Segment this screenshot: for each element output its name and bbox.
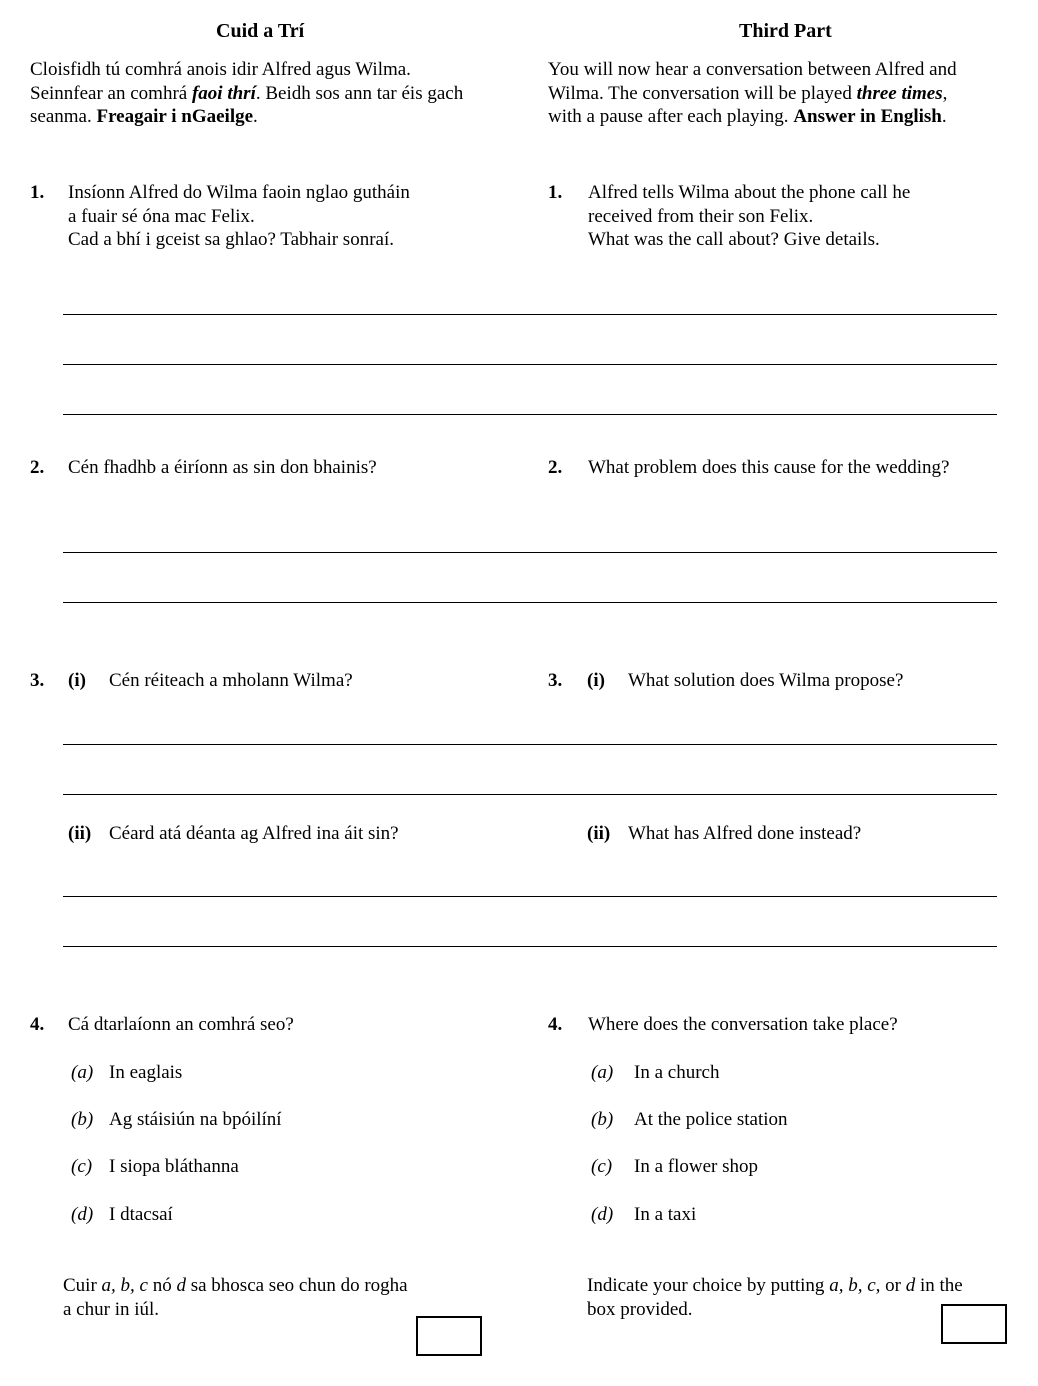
text: , (942, 82, 948, 104)
instruction-line: a chur in iúl. (63, 1298, 160, 1320)
text: Wilma. The conversation will be played (548, 82, 857, 104)
right-q1-text (588, 181, 910, 252)
left-instruction (63, 1274, 408, 1321)
text: with a pause after each playing. (548, 106, 794, 127)
bold-text: Freagair i nGaeilge (96, 106, 254, 127)
text: or (880, 1275, 906, 1296)
text: Seinnfear an comhrá (30, 82, 192, 104)
emphasis-text: three times (856, 82, 943, 104)
q3ii-answer-line[interactable] (63, 896, 997, 897)
text: Alfred tells Wilma about the phone call he (588, 182, 911, 203)
left-q2-text: Cén fhadhb a éiríonn as sin don bhainis? (68, 457, 377, 478)
right-q4-text: Where does the conversation take place? (588, 1014, 898, 1035)
text: a fuair sé óna mac Felix. (68, 205, 255, 227)
q3ii-answer-line[interactable] (63, 946, 997, 947)
bold-text: Answer in English (793, 106, 942, 127)
left-q4-number: 4. (30, 1014, 45, 1035)
left-q3-ii-text: Céard atá déanta ag Alfred ina áit sin? (109, 823, 399, 844)
instruction-line (63, 1274, 408, 1298)
q3i-answer-line[interactable] (63, 744, 997, 745)
left-option-a-letter: (a) (71, 1062, 94, 1083)
right-option-d: In a taxi (634, 1204, 697, 1225)
right-q2-number: 2. (548, 457, 563, 478)
left-q1-number: 1. (30, 182, 45, 203)
left-option-c-letter: (c) (71, 1156, 93, 1177)
right-intro-line: You will now hear a conversation between Alfred and (548, 59, 957, 80)
text: nó (147, 1275, 177, 1296)
left-q3-number: 3. (30, 670, 45, 691)
left-q3-sub-ii: (ii) (68, 823, 92, 844)
left-option-b: Ag stáisiún na bpóilíní (109, 1109, 282, 1130)
text: What was the call about? Give details. (588, 229, 880, 250)
instruction-line: box provided. (587, 1298, 693, 1320)
right-option-b: At the police station (634, 1109, 788, 1130)
text: Insíonn Alfred do Wilma faoin nglao gutháin (68, 182, 410, 203)
right-title: Third Part (739, 20, 832, 42)
right-q2-text: What problem does this cause for the wedding? (588, 457, 950, 478)
right-q3-sub-ii: (ii) (587, 823, 611, 844)
left-intro-line (30, 82, 463, 106)
q2-answer-line[interactable] (63, 602, 997, 603)
left-option-d-letter: (d) (71, 1204, 94, 1225)
left-intro (30, 58, 463, 129)
letter: a, (101, 1275, 116, 1296)
left-option-a: In eaglais (109, 1062, 183, 1083)
right-q3-number: 3. (548, 670, 563, 691)
text: Cuir (63, 1275, 102, 1296)
left-option-c: I siopa bláthanna (109, 1156, 239, 1177)
right-intro (548, 58, 957, 129)
right-q3-ii-text: What has Alfred done instead? (628, 823, 862, 844)
left-option-b-letter: (b) (71, 1109, 94, 1130)
text: in the (915, 1275, 963, 1296)
letter: d (905, 1275, 916, 1296)
text: Cad a bhí i gceist sa ghlao? Tabhair sonraí. (68, 229, 394, 250)
letter: b, (120, 1275, 135, 1296)
right-option-a: In a church (634, 1062, 720, 1083)
right-q3-sub-i: (i) (587, 670, 605, 691)
right-option-a-letter: (a) (591, 1062, 614, 1083)
left-q1-text (68, 181, 410, 252)
letter: d (176, 1275, 186, 1296)
emphasis-text: faoi thrí (191, 82, 256, 104)
letter: b, (848, 1275, 863, 1296)
q3i-answer-line[interactable] (63, 794, 997, 795)
right-option-d-letter: (d) (591, 1204, 614, 1225)
right-q3-i-text: What solution does Wilma propose? (628, 670, 904, 691)
left-option-d: I dtacsaí (109, 1204, 173, 1225)
right-option-c-letter: (c) (591, 1156, 613, 1177)
right-option-b-letter: (b) (591, 1109, 614, 1130)
letter: c, (867, 1275, 881, 1296)
right-answer-box[interactable] (941, 1304, 1007, 1344)
letter: a, (829, 1275, 844, 1296)
q1-answer-line[interactable] (63, 414, 997, 415)
text: Indicate your choice by putting (587, 1275, 830, 1296)
left-intro-line (30, 105, 463, 129)
left-title: Cuid a Trí (216, 20, 305, 42)
letter: c (139, 1275, 148, 1296)
q1-answer-line[interactable] (63, 314, 997, 315)
text: sa bhosca seo chun do rogha (185, 1275, 408, 1296)
right-q1-number: 1. (548, 182, 563, 203)
left-q2-number: 2. (30, 457, 45, 478)
left-answer-box[interactable] (416, 1316, 482, 1356)
right-option-c: In a flower shop (634, 1156, 758, 1177)
instruction-line (587, 1274, 963, 1298)
right-intro-line (548, 82, 957, 106)
right-instruction (587, 1274, 963, 1321)
right-q4-number: 4. (548, 1014, 563, 1035)
left-q4-text: Cá dtarlaíonn an comhrá seo? (68, 1014, 294, 1035)
text: . (253, 106, 258, 127)
right-intro-line (548, 105, 957, 129)
q1-answer-line[interactable] (63, 364, 997, 365)
left-q3-i-text: Cén réiteach a mholann Wilma? (109, 670, 353, 691)
text: received from their son Felix. (588, 205, 814, 227)
q2-answer-line[interactable] (63, 552, 997, 553)
left-q3-sub-i: (i) (68, 670, 86, 691)
text: . Beidh sos ann tar éis gach (255, 82, 464, 104)
text: . (941, 106, 947, 127)
text: seanma. (30, 106, 97, 127)
left-intro-line: Cloisfidh tú comhrá anois idir Alfred agus Wilma. (30, 59, 411, 80)
